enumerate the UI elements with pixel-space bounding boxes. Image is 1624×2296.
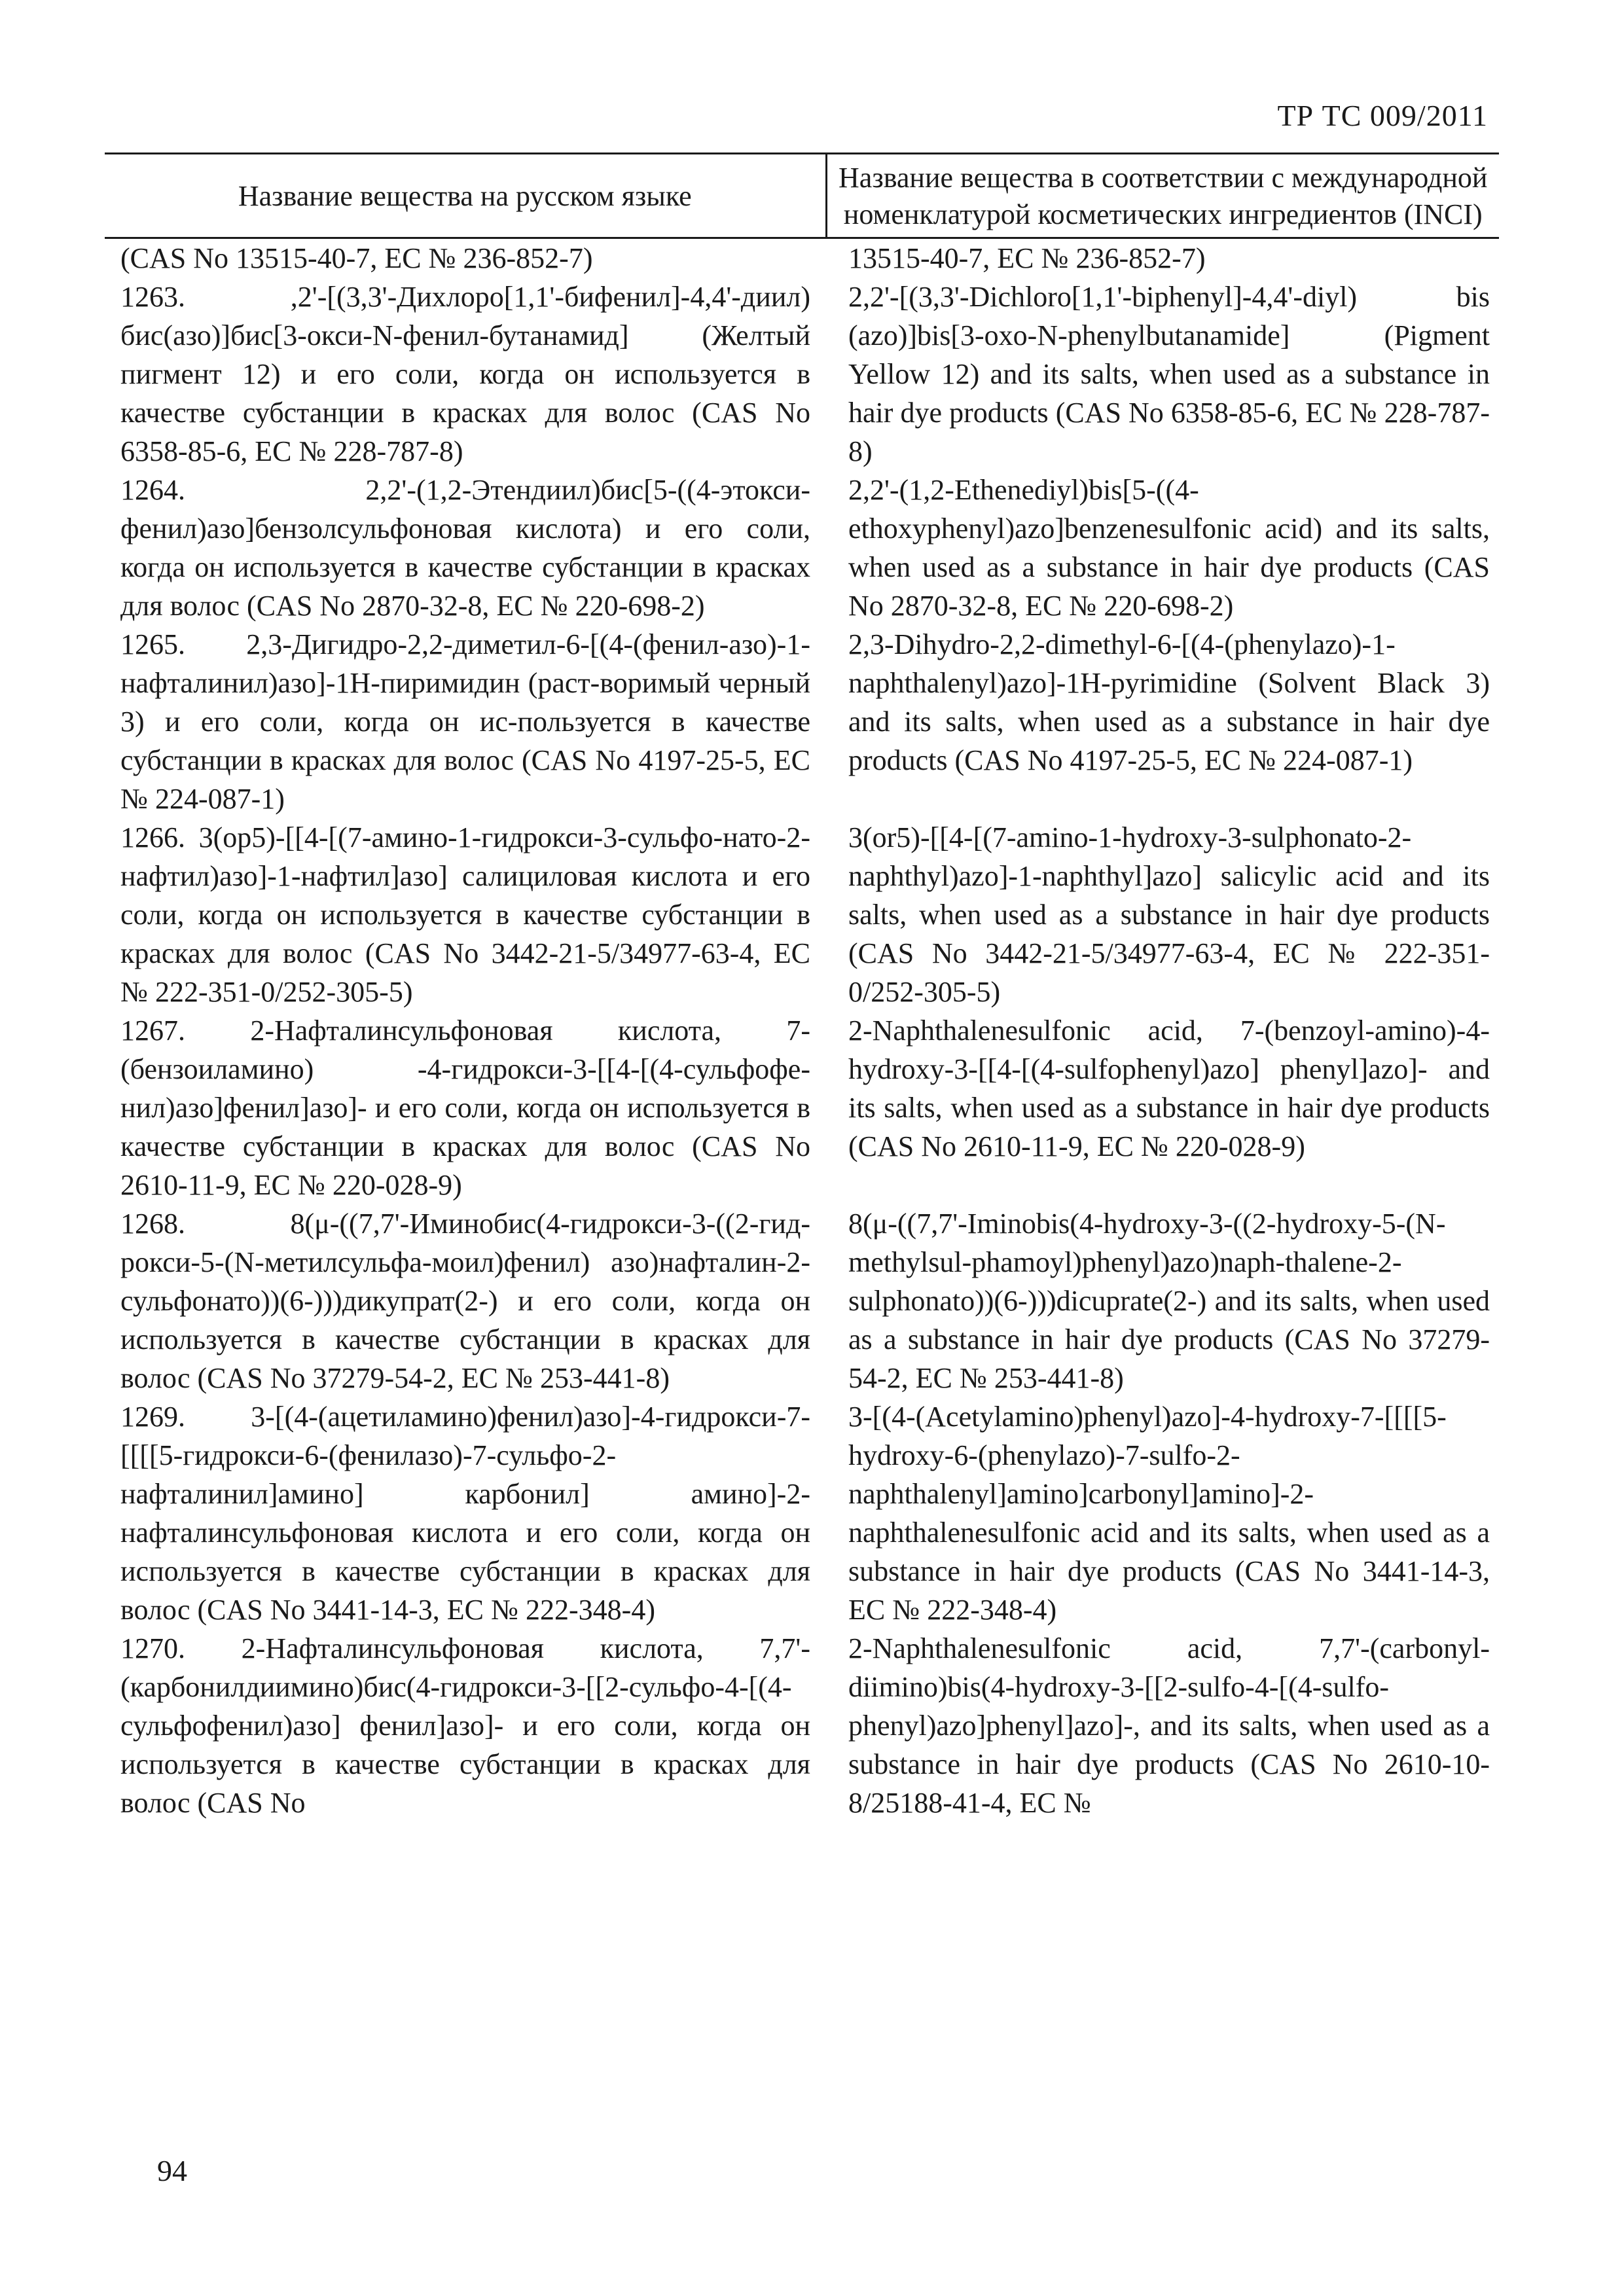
page-number: 94 — [157, 2154, 187, 2187]
inci-name-cell: 2,3-Dihydro-2,2-dimethyl-6-[(4-(phenylazo)-1-naphthalenyl)azo]-1H-pyrimidine (Solvent Black 3) and its salts, when used as a substance in hair dye products (CAS No 4197-25-5, EC № 224-087-1) — [848, 628, 1490, 776]
table-header-row — [105, 154, 1499, 238]
inci-name-cell: 3(or5)-[[4-[(7-amino-1-hydroxy-3-sulphonato-2-naphthyl)azo]-1-naphthyl]azo] salicylic acid and its salts, when used as a substance in hair dye products (CAS No 3442-21-5/34977-63-4, EC № 222-351-0/252-305-5) — [848, 821, 1490, 1008]
inci-name-cell: 8(μ-((7,7'-Iminobis(4-hydroxy-3-((2-hydroxy-5-(N-methylsul-phamoyl)phenyl)azo)naph-thalene-2-sulphonato))(6-)))dicuprate(2-) and its salts, when used as a substance in hair dye products (CAS No 37279-54-2, EC № 253-441-8) — [848, 1208, 1490, 1394]
column-header-inci-name: Название вещества в соответствии с международной номенклатурой косметических ингредиентов (INCI) — [826, 154, 1499, 238]
table-row — [105, 1397, 1499, 1629]
russian-name-cell: (CAS No 13515-40-7, EC № 236-852-7) — [120, 242, 593, 274]
table-row — [105, 278, 1499, 471]
table-row — [105, 471, 1499, 625]
russian-name-cell: 1268. 8(μ-((7,7'-Иминобис(4-гидрокси-3-((2-гид-рокси-5-(N-метилсульфа-моил)фенил) азо)нафталин-2-сульфонато))(6-)))дикупрат(2-) и его соли, когда он используется в качестве субстанции в красках для волос (CAS No 37279-54-2, EC № 253-441-8) — [120, 1208, 810, 1394]
russian-name-cell: 1266. 3(ор5)-[[4-[(7-амино-1-гидрокси-3-сульфо-нато-2-нафтил)азо]-1-нафтил]азо] салициловая кислота и его соли, когда он используется в качестве субстанции в красках для волос (CAS No 3442-21-5/34977-63-4, EC № 222-351-0/252-305-5) — [120, 821, 810, 1008]
russian-name-cell: 1270. 2-Нафталинсульфоновая кислота, 7,7'-(карбонилдиимино)бис(4-гидрокси-3-[[2-сульфо-4-[(4-сульфофенил)азо] фенил]азо]- и его соли, когда он используется в качестве субстанции в красках для волос (CAS No — [120, 1632, 810, 1819]
russian-name-cell: 1265. 2,3-Дигидро-2,2-диметил-6-[(4-(фенил-азо)-1-нафталинил)азо]-1H-пиримидин (раст-воримый черный 3) и его соли, когда он ис-пользуется в качестве субстанции в красках для волос (CAS No 4197-25-5, EC № 224-087-1) — [120, 628, 810, 815]
table-row — [105, 1629, 1499, 1822]
russian-name-cell: 1264. 2,2'-(1,2-Этендиил)бис[5-((4-этокси-фенил)азо]бензолсульфоновая кислота) и его соли, когда он используется в качестве субстанции в красках для волос (CAS No 2870-32-8, EC № 220-698-2) — [120, 474, 810, 622]
inci-name-cell: 2,2'-[(3,3'-Dichloro[1,1'-biphenyl]-4,4'-diyl) bis (azo)]bis[3-oxo-N-phenylbutanamide] (Pigment Yellow 12) and its salts, when used as a substance in hair dye products (CAS No 6358-85-6, EC № 228-787-8) — [848, 281, 1490, 467]
substances-table — [105, 152, 1499, 1822]
document-reference: ТР ТС 009/2011 — [1277, 99, 1488, 132]
table-row — [105, 1204, 1499, 1397]
inci-name-cell: 13515-40-7, EC № 236-852-7) — [848, 242, 1206, 274]
table-row — [105, 238, 1499, 278]
russian-name-cell: 1263. ,2'-[(3,3'-Дихлоро[1,1'-бифенил]-4,4'-диил) бис(азо)]бис[3-окси-N-фенил-бутанамид] (Желтый пигмент 12) и его соли, когда он используется в качестве субстанции в красках для волос (CAS No 6358-85-6, EC № 228-787-8) — [120, 281, 810, 467]
table-row — [105, 1011, 1499, 1204]
russian-name-cell: 1267. 2-Нафталинсульфоновая кислота, 7-(бензоиламино) -4-гидрокси-3-[[4-[(4-сульфофе-нил)азо]фенил]азо]- и его соли, когда он используется в качестве субстанции в красках для волос (CAS No 2610-11-9, EC № 220-028-9) — [120, 1014, 810, 1201]
inci-name-cell: 2-Naphthalenesulfonic acid, 7,7'-(carbonyl-diimino)bis(4-hydroxy-3-[[2-sulfo-4-[(4-sulfo-phenyl)azo]phenyl]azo]-, and its salts, when used as a substance in hair dye products (CAS No 2610-10-8/25188-41-4, EC № — [848, 1632, 1490, 1819]
inci-name-cell: 2-Naphthalenesulfonic acid, 7-(benzoyl-amino)-4-hydroxy-3-[[4-[(4-sulfophenyl)azo] phenyl]azo]- and its salts, when used as a substance in hair dye products (CAS No 2610-11-9, EC № 220-028-9) — [848, 1014, 1490, 1162]
inci-name-cell: 2,2'-(1,2-Ethenediyl)bis[5-((4-ethoxyphenyl)azo]benzenesulfonic acid) and its salts, when used as a substance in hair dye products (CAS No 2870-32-8, EC № 220-698-2) — [848, 474, 1490, 622]
inci-name-cell: 3-[(4-(Acetylamino)phenyl)azo]-4-hydroxy-7-[[[[5-hydroxy-6-(phenylazo)-7-sulfo-2-naphthalenyl]amino]carbonyl]amino]-2-naphthalenesulfonic acid and its salts, when used as a substance in hair dye products (CAS No 3441-14-3, EC № 222-348-4) — [848, 1401, 1490, 1626]
column-header-russian-name: Название вещества на русском языке — [105, 154, 826, 238]
table-row — [105, 818, 1499, 1011]
table-row — [105, 625, 1499, 818]
russian-name-cell: 1269. 3-[(4-(ацетиламино)фенил)азо]-4-гидрокси-7-[[[[5-гидрокси-6-(фенилазо)-7-сульфо-2- нафталинил]амино] карбонил] амино]-2-нафталинсульфоновая кислота и его соли, когда он используется в качестве субстанции в красках для волос (CAS No 3441-14-3, EC № 222-348-4) — [120, 1401, 810, 1626]
